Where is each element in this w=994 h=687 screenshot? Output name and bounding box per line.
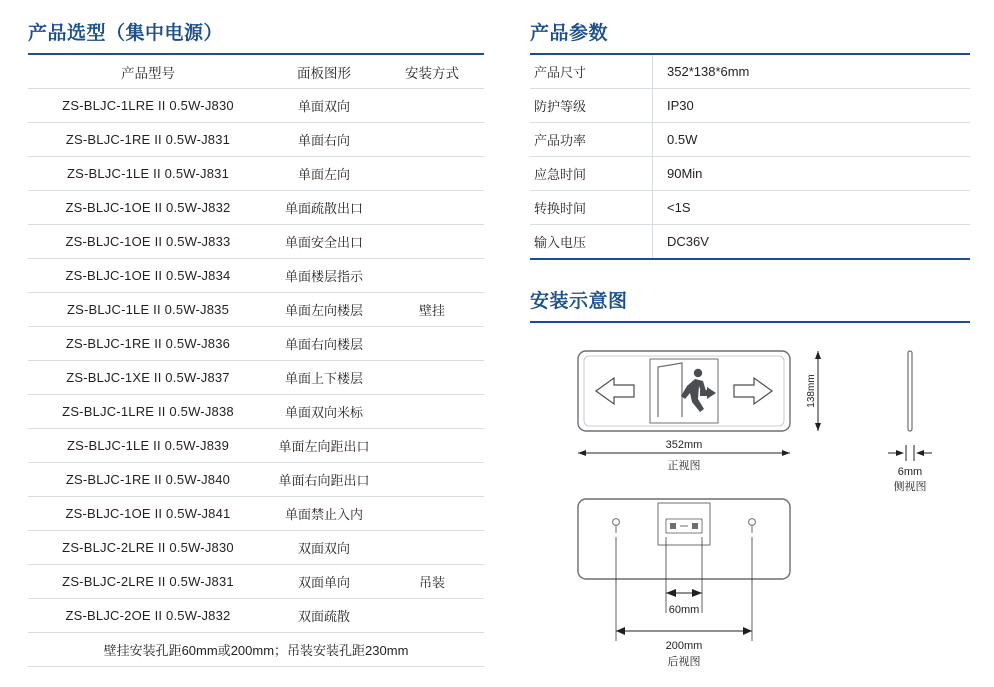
cell-mount bbox=[380, 225, 484, 259]
front-width-label: 352mm bbox=[665, 439, 703, 451]
cell-mount bbox=[380, 463, 484, 497]
model-text: ZS-BLJC-1RE II 0.5W-J836 bbox=[65, 336, 231, 351]
model-text: ZS-BLJC-1LE II 0.5W-J839 bbox=[66, 438, 230, 453]
param-key: 转换时间 bbox=[530, 191, 653, 225]
cell-model bbox=[28, 259, 268, 293]
column-header-model: 产品型号 bbox=[28, 55, 268, 89]
cell-panel: 单面上下楼层 bbox=[268, 361, 380, 395]
table-row bbox=[28, 191, 484, 225]
drawings-svg bbox=[530, 341, 970, 671]
model-text: ZS-BLJC-1RE II 0.5W-J831 bbox=[65, 132, 231, 147]
param-row bbox=[530, 191, 970, 225]
table-row bbox=[28, 327, 484, 361]
cell-panel: 双面双向 bbox=[268, 531, 380, 565]
cell-panel: 单面左向距出口 bbox=[268, 429, 380, 463]
model-text: ZS-BLJC-1LE II 0.5W-J831 bbox=[66, 166, 230, 181]
product-parameters-table bbox=[530, 55, 970, 260]
cell-model bbox=[28, 429, 268, 463]
cell-mount bbox=[380, 157, 484, 191]
table-row bbox=[28, 565, 484, 599]
cell-model bbox=[28, 225, 268, 259]
cell-panel: 单面安全出口 bbox=[268, 225, 380, 259]
footnote-text: 壁挂安装孔距60mm或200mm；吊装安装孔距230mm bbox=[28, 633, 484, 667]
model-text: ZS-BLJC-1LRE II 0.5W-J830 bbox=[62, 98, 234, 113]
table-row bbox=[28, 599, 484, 633]
cell-model bbox=[28, 361, 268, 395]
cell-mount bbox=[380, 395, 484, 429]
front-view-caption: 正视图 bbox=[667, 460, 701, 472]
cell-mount bbox=[380, 123, 484, 157]
model-text: ZS-BLJC-1LE II 0.5W-J835 bbox=[66, 302, 230, 317]
cell-model bbox=[28, 599, 268, 633]
model-text: ZS-BLJC-1OE II 0.5W-J833 bbox=[65, 234, 231, 249]
table-row bbox=[28, 531, 484, 565]
cell-panel: 单面禁止入内 bbox=[268, 497, 380, 531]
cell-model bbox=[28, 191, 268, 225]
back-outer-label: 200mm bbox=[665, 640, 703, 652]
model-text: ZS-BLJC-1RE II 0.5W-J840 bbox=[65, 472, 231, 487]
table-row bbox=[28, 463, 484, 497]
cell-mount bbox=[380, 599, 484, 633]
cell-panel: 单面右向楼层 bbox=[268, 327, 380, 361]
side-view-drawing bbox=[888, 351, 932, 493]
column-header-mount: 安装方式 bbox=[380, 55, 484, 89]
param-value: 90Min bbox=[653, 157, 971, 191]
cell-mount bbox=[380, 191, 484, 225]
model-text: ZS-BLJC-1OE II 0.5W-J832 bbox=[65, 200, 231, 215]
param-value: IP30 bbox=[653, 89, 971, 123]
param-row bbox=[530, 55, 970, 89]
cell-mount bbox=[380, 259, 484, 293]
cell-mount bbox=[380, 497, 484, 531]
param-row bbox=[530, 225, 970, 260]
cell-model bbox=[28, 531, 268, 565]
product-parameters-title: 产品参数 bbox=[530, 23, 609, 44]
cell-mount bbox=[380, 89, 484, 123]
front-height-label: 138mm bbox=[806, 374, 817, 408]
column-header-panel: 面板图形 bbox=[268, 55, 380, 89]
table-row bbox=[28, 259, 484, 293]
side-thickness-label: 6mm bbox=[897, 466, 923, 478]
model-text: ZS-BLJC-1OE II 0.5W-J834 bbox=[65, 268, 231, 283]
model-text: ZS-BLJC-2LRE II 0.5W-J830 bbox=[62, 540, 234, 555]
param-row bbox=[530, 123, 970, 157]
param-value: <1S bbox=[653, 191, 971, 225]
back-view-caption: 后视图 bbox=[667, 656, 701, 668]
table-row bbox=[28, 225, 484, 259]
param-key: 产品尺寸 bbox=[530, 55, 653, 89]
spacer bbox=[530, 260, 970, 286]
back-inner-label: 60mm bbox=[668, 604, 700, 616]
front-view-drawing bbox=[578, 351, 821, 472]
table-row bbox=[28, 497, 484, 531]
param-value: DC36V bbox=[653, 225, 971, 260]
back-view-drawing bbox=[578, 499, 790, 668]
product-selection-title: 产品选型（集中电源） bbox=[28, 23, 224, 44]
cell-mount: 壁挂 bbox=[380, 293, 484, 327]
cell-panel: 单面右向 bbox=[268, 123, 380, 157]
cell-panel: 单面右向距出口 bbox=[268, 463, 380, 497]
param-value: 0.5W bbox=[653, 123, 971, 157]
cell-panel: 单面左向楼层 bbox=[268, 293, 380, 327]
cell-model bbox=[28, 327, 268, 361]
installation-drawings bbox=[530, 341, 970, 671]
cell-panel: 单面左向 bbox=[268, 157, 380, 191]
product-selection-section bbox=[28, 18, 484, 667]
installation-diagram-title: 安装示意图 bbox=[530, 291, 628, 312]
table-row bbox=[28, 293, 484, 327]
param-value: 352*138*6mm bbox=[653, 55, 971, 89]
cell-panel: 单面疏散出口 bbox=[268, 191, 380, 225]
table-row bbox=[28, 89, 484, 123]
table-footnote-row bbox=[28, 633, 484, 667]
installation-diagram-title-rule bbox=[530, 321, 970, 323]
param-key: 防护等级 bbox=[530, 89, 653, 123]
param-key: 输入电压 bbox=[530, 225, 653, 260]
param-key: 应急时间 bbox=[530, 157, 653, 191]
cell-mount bbox=[380, 429, 484, 463]
param-row bbox=[530, 89, 970, 123]
model-text: ZS-BLJC-2LRE II 0.5W-J831 bbox=[62, 574, 234, 589]
table-header-row bbox=[28, 55, 484, 89]
cell-panel: 单面双向米标 bbox=[268, 395, 380, 429]
cell-model bbox=[28, 293, 268, 327]
cell-model bbox=[28, 89, 268, 123]
product-parameters-section bbox=[530, 18, 970, 671]
table-row bbox=[28, 123, 484, 157]
table-row bbox=[28, 429, 484, 463]
model-text: ZS-BLJC-2OE II 0.5W-J832 bbox=[65, 608, 231, 623]
model-text: ZS-BLJC-1OE II 0.5W-J841 bbox=[65, 506, 231, 521]
model-text: ZS-BLJC-1LRE II 0.5W-J838 bbox=[62, 404, 234, 419]
cell-panel: 双面疏散 bbox=[268, 599, 380, 633]
cell-mount: 吊装 bbox=[380, 565, 484, 599]
cell-model bbox=[28, 497, 268, 531]
side-view-caption: 侧视图 bbox=[893, 481, 927, 493]
cell-model bbox=[28, 123, 268, 157]
param-row bbox=[530, 157, 970, 191]
table-row bbox=[28, 395, 484, 429]
cell-model bbox=[28, 463, 268, 497]
cell-panel: 单面双向 bbox=[268, 89, 380, 123]
cell-model bbox=[28, 565, 268, 599]
param-key: 产品功率 bbox=[530, 123, 653, 157]
cell-mount bbox=[380, 327, 484, 361]
cell-model bbox=[28, 157, 268, 191]
table-row bbox=[28, 361, 484, 395]
table-head bbox=[28, 55, 484, 89]
model-text: ZS-BLJC-1XE II 0.5W-J837 bbox=[66, 370, 230, 385]
cell-panel: 双面单向 bbox=[268, 565, 380, 599]
cell-model bbox=[28, 395, 268, 429]
cell-mount bbox=[380, 361, 484, 395]
cell-panel: 单面楼层指示 bbox=[268, 259, 380, 293]
table-row bbox=[28, 157, 484, 191]
cell-mount bbox=[380, 531, 484, 565]
product-selection-table bbox=[28, 55, 484, 667]
table-body bbox=[28, 89, 484, 667]
